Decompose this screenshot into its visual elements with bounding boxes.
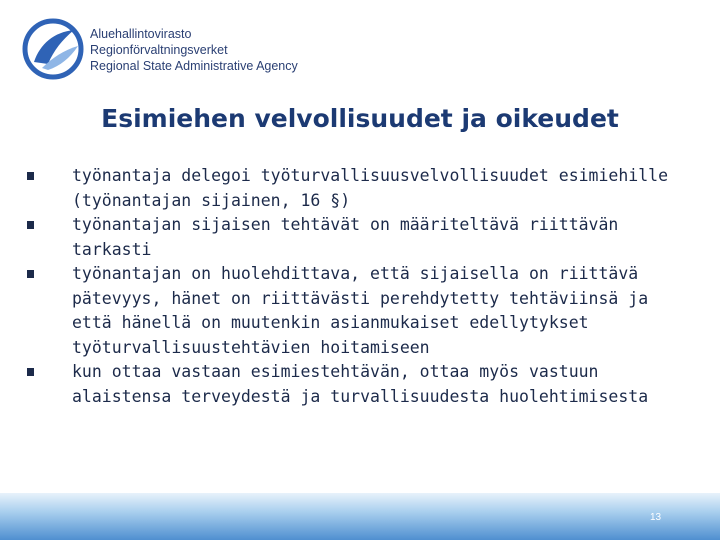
bullet-line: työnantajan on huolehdittava, että sijaisella on riittävä (72, 264, 639, 283)
agency-name (90, 26, 298, 74)
agency-logo-icon (22, 18, 84, 80)
bullet-line: alaistensa terveydestä ja turvallisuudesta huolehtimisesta (72, 386, 649, 406)
bullet-line: että hänellä on muutenkin asianmukaiset edellytykset (72, 313, 589, 332)
bullet-line: työnantajan sijaisen tehtävät on määriteltävä riittävän (72, 215, 619, 234)
square-bullet-icon (27, 172, 34, 180)
bullet-line: pätevyys, hänet on riittävästi perehdytetty tehtäviinsä ja (72, 288, 649, 308)
bullet-line: työnantaja delegoi työturvallisuusvelvollisuudet esimiehille (72, 166, 669, 185)
square-bullet-icon (27, 221, 34, 229)
agency-name-sv: Regionförvaltningsverket (90, 43, 228, 57)
bullet-item (22, 360, 702, 409)
bullet-line: työturvallisuustehtävien hoitamiseen (72, 337, 430, 357)
bullet-item (22, 262, 702, 360)
bullet-line: kun ottaa vastaan esimiestehtävän, ottaa myös vastuun (72, 362, 599, 381)
bullet-list (22, 164, 702, 409)
agency-name-fi: Aluehallintovirasto (90, 27, 192, 41)
bullet-line: (työnantajan sijainen, 16 §) (72, 190, 351, 210)
slide-title: Esimiehen velvollisuudet ja oikeudet (101, 104, 619, 133)
bullet-item (22, 164, 702, 213)
page-number: 13 (650, 512, 662, 523)
footer-bar (0, 493, 720, 540)
bullet-line: tarkasti (72, 239, 152, 259)
square-bullet-icon (27, 270, 34, 278)
agency-name-en: Regional State Administrative Agency (90, 59, 298, 73)
square-bullet-icon (27, 368, 34, 376)
bullet-item (22, 213, 702, 262)
